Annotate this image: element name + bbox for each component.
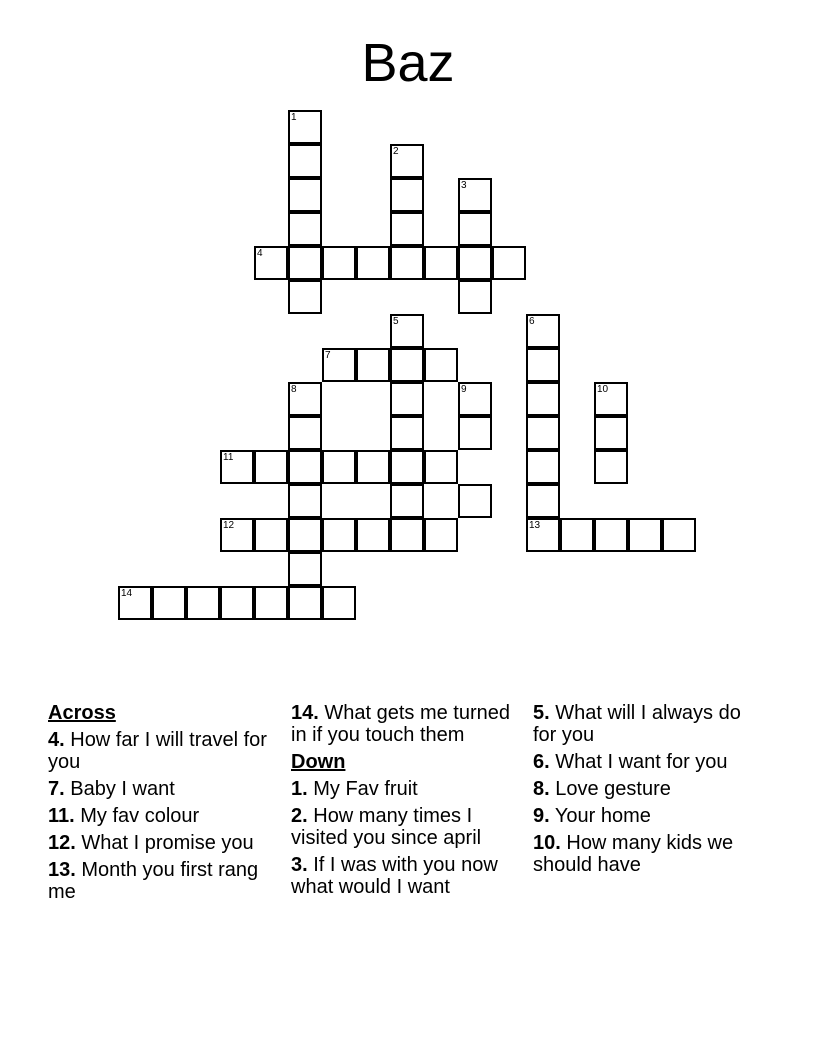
grid-cell[interactable] — [322, 348, 356, 382]
grid-cell[interactable] — [186, 586, 220, 620]
clue-down-5 — [533, 702, 769, 746]
clue-number-label: 1 — [291, 112, 297, 123]
grid-cell[interactable] — [288, 586, 322, 620]
grid-cell[interactable] — [492, 246, 526, 280]
clue-down-6 — [533, 751, 769, 773]
grid-cell[interactable] — [458, 484, 492, 518]
clue-number: 1. — [291, 778, 308, 800]
grid-cell[interactable] — [356, 518, 390, 552]
clue-number: 8. — [533, 778, 550, 800]
clue-number-label: 5 — [393, 316, 399, 327]
clue-down-8 — [533, 778, 769, 800]
grid-cell[interactable] — [118, 586, 152, 620]
grid-cell[interactable] — [288, 518, 322, 552]
clue-text: My fav colour — [74, 805, 200, 827]
grid-cell[interactable] — [322, 518, 356, 552]
clue-number-label: 12 — [223, 520, 235, 531]
grid-cell[interactable] — [458, 416, 492, 450]
grid-cell[interactable] — [254, 246, 288, 280]
grid-cell[interactable] — [424, 348, 458, 382]
clues-column-1 — [48, 702, 268, 908]
grid-cell[interactable] — [526, 314, 560, 348]
clue-text: Baby I want — [64, 778, 175, 800]
clue-text: What gets me turned in if you touch them — [291, 702, 511, 746]
grid-cell[interactable] — [458, 280, 492, 314]
clue-across-14 — [291, 702, 527, 746]
clue-number: 10. — [533, 832, 561, 854]
grid-cell[interactable] — [390, 178, 424, 212]
clue-number: 9. — [533, 805, 550, 827]
grid-cell[interactable] — [390, 484, 424, 518]
grid-cell[interactable] — [288, 280, 322, 314]
grid-cell[interactable] — [458, 178, 492, 212]
clue-down-3 — [291, 854, 527, 898]
clue-text: What will I always do for you — [533, 702, 741, 746]
clue-text: Month you first rang me — [48, 859, 259, 903]
grid-cell[interactable] — [424, 450, 458, 484]
grid-cell[interactable] — [526, 450, 560, 484]
clue-number: 13. — [48, 859, 76, 881]
grid-cell[interactable] — [458, 382, 492, 416]
across-heading: Across — [48, 702, 116, 724]
grid-cell[interactable] — [526, 484, 560, 518]
grid-cell[interactable] — [594, 382, 628, 416]
grid-cell[interactable] — [322, 586, 356, 620]
grid-cell[interactable] — [424, 518, 458, 552]
grid-cell[interactable] — [390, 212, 424, 246]
grid-cell[interactable] — [390, 314, 424, 348]
grid-cell[interactable] — [628, 518, 662, 552]
clue-number-label: 14 — [121, 588, 133, 599]
grid-cell[interactable] — [526, 348, 560, 382]
grid-cell[interactable] — [594, 518, 628, 552]
clue-number-label: 11 — [223, 452, 234, 463]
clue-number: 4. — [48, 729, 65, 751]
puzzle-title: Baz — [361, 33, 455, 93]
clue-text: Your home — [549, 805, 651, 827]
clue-text: What I promise you — [75, 832, 254, 854]
grid-cell[interactable] — [220, 586, 254, 620]
clue-number: 14. — [291, 702, 319, 724]
clue-across-4 — [48, 729, 268, 773]
grid-cell[interactable] — [458, 212, 492, 246]
clue-text: My Fav fruit — [307, 778, 418, 800]
grid-cell[interactable] — [254, 586, 288, 620]
clue-down-1 — [291, 778, 527, 800]
grid-cell[interactable] — [390, 144, 424, 178]
grid-cell[interactable] — [288, 110, 322, 144]
clue-across-7 — [48, 778, 268, 800]
grid-cell[interactable] — [322, 246, 356, 280]
grid-cell[interactable] — [458, 246, 492, 280]
clue-number-label: 4 — [257, 248, 263, 259]
clue-number: 2. — [291, 805, 308, 827]
grid-cell[interactable] — [220, 518, 254, 552]
grid-cell[interactable] — [356, 348, 390, 382]
grid-cell[interactable] — [424, 246, 458, 280]
grid-cell[interactable] — [594, 416, 628, 450]
clue-number: 6. — [533, 751, 550, 773]
grid-cell[interactable] — [288, 246, 322, 280]
clue-down-2 — [291, 805, 527, 849]
clue-across-11 — [48, 805, 268, 827]
grid-cell[interactable] — [526, 416, 560, 450]
grid-cell[interactable] — [322, 450, 356, 484]
grid-cell[interactable] — [390, 518, 424, 552]
clues-column-2 — [291, 702, 527, 903]
clue-number-label: 2 — [393, 146, 399, 157]
grid-cell[interactable] — [390, 246, 424, 280]
grid-cell[interactable] — [390, 416, 424, 450]
grid-cell[interactable] — [390, 450, 424, 484]
grid-cell[interactable] — [288, 484, 322, 518]
grid-cell[interactable] — [220, 450, 254, 484]
clue-number-label: 10 — [597, 384, 609, 395]
grid-cell[interactable] — [526, 382, 560, 416]
clue-across-12 — [48, 832, 268, 854]
clue-text: How many times I visited you since april — [291, 805, 482, 849]
grid-cell[interactable] — [288, 178, 322, 212]
clue-number-label: 8 — [291, 384, 297, 395]
clue-text: Love gesture — [549, 778, 671, 800]
grid-cell[interactable] — [288, 382, 322, 416]
clue-number: 3. — [291, 854, 308, 876]
grid-cell[interactable] — [288, 450, 322, 484]
grid-cell[interactable] — [526, 518, 560, 552]
clue-down-9 — [533, 805, 769, 827]
grid-cell[interactable] — [288, 552, 322, 586]
clue-text: How far I will travel for you — [48, 729, 267, 773]
clue-across-13 — [48, 859, 268, 903]
clue-text: How many kids we should have — [533, 832, 734, 876]
clue-number-label: 7 — [325, 350, 331, 361]
grid-cell[interactable] — [594, 450, 628, 484]
clue-number: 12. — [48, 832, 76, 854]
grid-cell[interactable] — [356, 246, 390, 280]
grid-cell[interactable] — [254, 450, 288, 484]
clue-text: If I was with you now what would I want — [291, 854, 498, 898]
clues-column-3 — [533, 702, 769, 881]
clue-number-label: 6 — [529, 316, 535, 327]
grid-cell[interactable] — [560, 518, 594, 552]
clue-number: 7. — [48, 778, 65, 800]
grid-cell[interactable] — [356, 450, 390, 484]
down-heading: Down — [291, 751, 346, 773]
clue-number-label: 3 — [461, 180, 467, 191]
grid-cell[interactable] — [152, 586, 186, 620]
grid-cell[interactable] — [288, 144, 322, 178]
clue-number: 5. — [533, 702, 550, 724]
clue-number-label: 13 — [529, 520, 541, 531]
grid-cell[interactable] — [390, 348, 424, 382]
clue-text: What I want for you — [549, 751, 728, 773]
grid-cell[interactable] — [288, 416, 322, 450]
clue-number: 11. — [48, 805, 75, 827]
clue-number-label: 9 — [461, 384, 467, 395]
grid-cell[interactable] — [288, 212, 322, 246]
grid-cell[interactable] — [254, 518, 288, 552]
grid-cell[interactable] — [662, 518, 696, 552]
grid-cell[interactable] — [390, 382, 424, 416]
clue-down-10 — [533, 832, 769, 876]
